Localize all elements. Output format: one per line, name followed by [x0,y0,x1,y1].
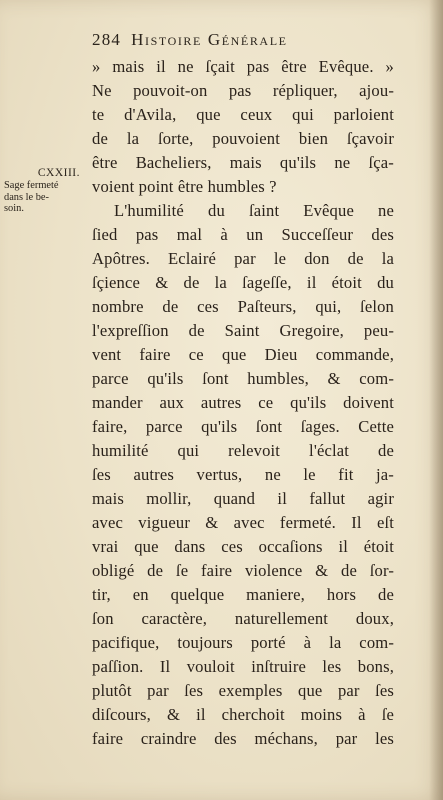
text-line: nombre de ces Paſteurs, qui, ſelon [92,297,394,316]
text-line: mais mollir, quand il fallut agir [92,489,394,508]
margin-note [4,167,88,215]
text-line: » mais il ne ſçait pas être Evêque. » [92,57,394,76]
text-line: diſcours, & il cherchoit moins à ſe [92,705,394,724]
text-line: ſied pas mal à un Succeſſeur des [92,225,394,244]
text-line: ſçience & de la ſageſſe, il étoit du [92,273,394,292]
running-title: Histoire Générale [131,30,288,49]
text-line: obligé de ſe faire violence & de ſor- [92,561,394,580]
text-line: plutôt par ſes exemples que par ſes [92,681,394,700]
margin-note-line: dans le be- [4,191,50,203]
text-line: de la ſorte, pouvoient bien ſçavoir [92,129,394,148]
text-line: avec vigueur & avec fermeté. Il eſt [92,513,394,532]
spine-shadow [429,0,443,800]
margin-note-line: Sage fermeté [4,180,59,191]
text-line: ſes autres vertus, ne le fit ja- [92,465,394,484]
text-line: vrai que dans ces occaſions il étoit [92,537,394,556]
text-line: paſſion. Il vouloit inſtruire les bons, [92,657,394,676]
text-line: Apôtres. Eclairé par le don de la [92,249,394,268]
text-line: voient point être humbles ? [92,177,277,196]
text-line: être Bacheliers, mais qu'ils ne ſça- [92,153,394,172]
page-number: 284 [92,30,122,49]
text-line: faire craindre des méchans, par les [92,729,394,748]
text-line: Ne pouvoit-on pas répliquer, ajou- [92,81,394,100]
page-header [92,30,382,50]
text-line: parce qu'ils ſont humbles, & com- [92,369,394,388]
text-line: faire, parce qu'ils ſont ſages. Cette [92,417,394,436]
text-line: te d'Avila, que ceux qui parloient [92,105,394,124]
text-line: mander aux autres ce qu'ils doivent [92,393,394,412]
text-line: vent faire ce que Dieu commande, [92,345,394,364]
margin-note-line: soin. [4,203,24,214]
paragraph-start-line: L'humilité du ſaint Evêque ne [114,201,394,220]
text-line: ſon caractère, naturellement doux, [92,609,394,628]
text-line: tir, en quelque maniere, hors de [92,585,394,604]
text-line: l'expreſſion de Saint Gregoire, peu- [92,321,394,340]
body-text [92,55,394,751]
text-line: pacifique, toujours porté à la com- [92,633,394,652]
text-line: humilité qui relevoit l'éclat de [92,441,394,460]
margin-note-number: CXXIII. [37,167,80,179]
